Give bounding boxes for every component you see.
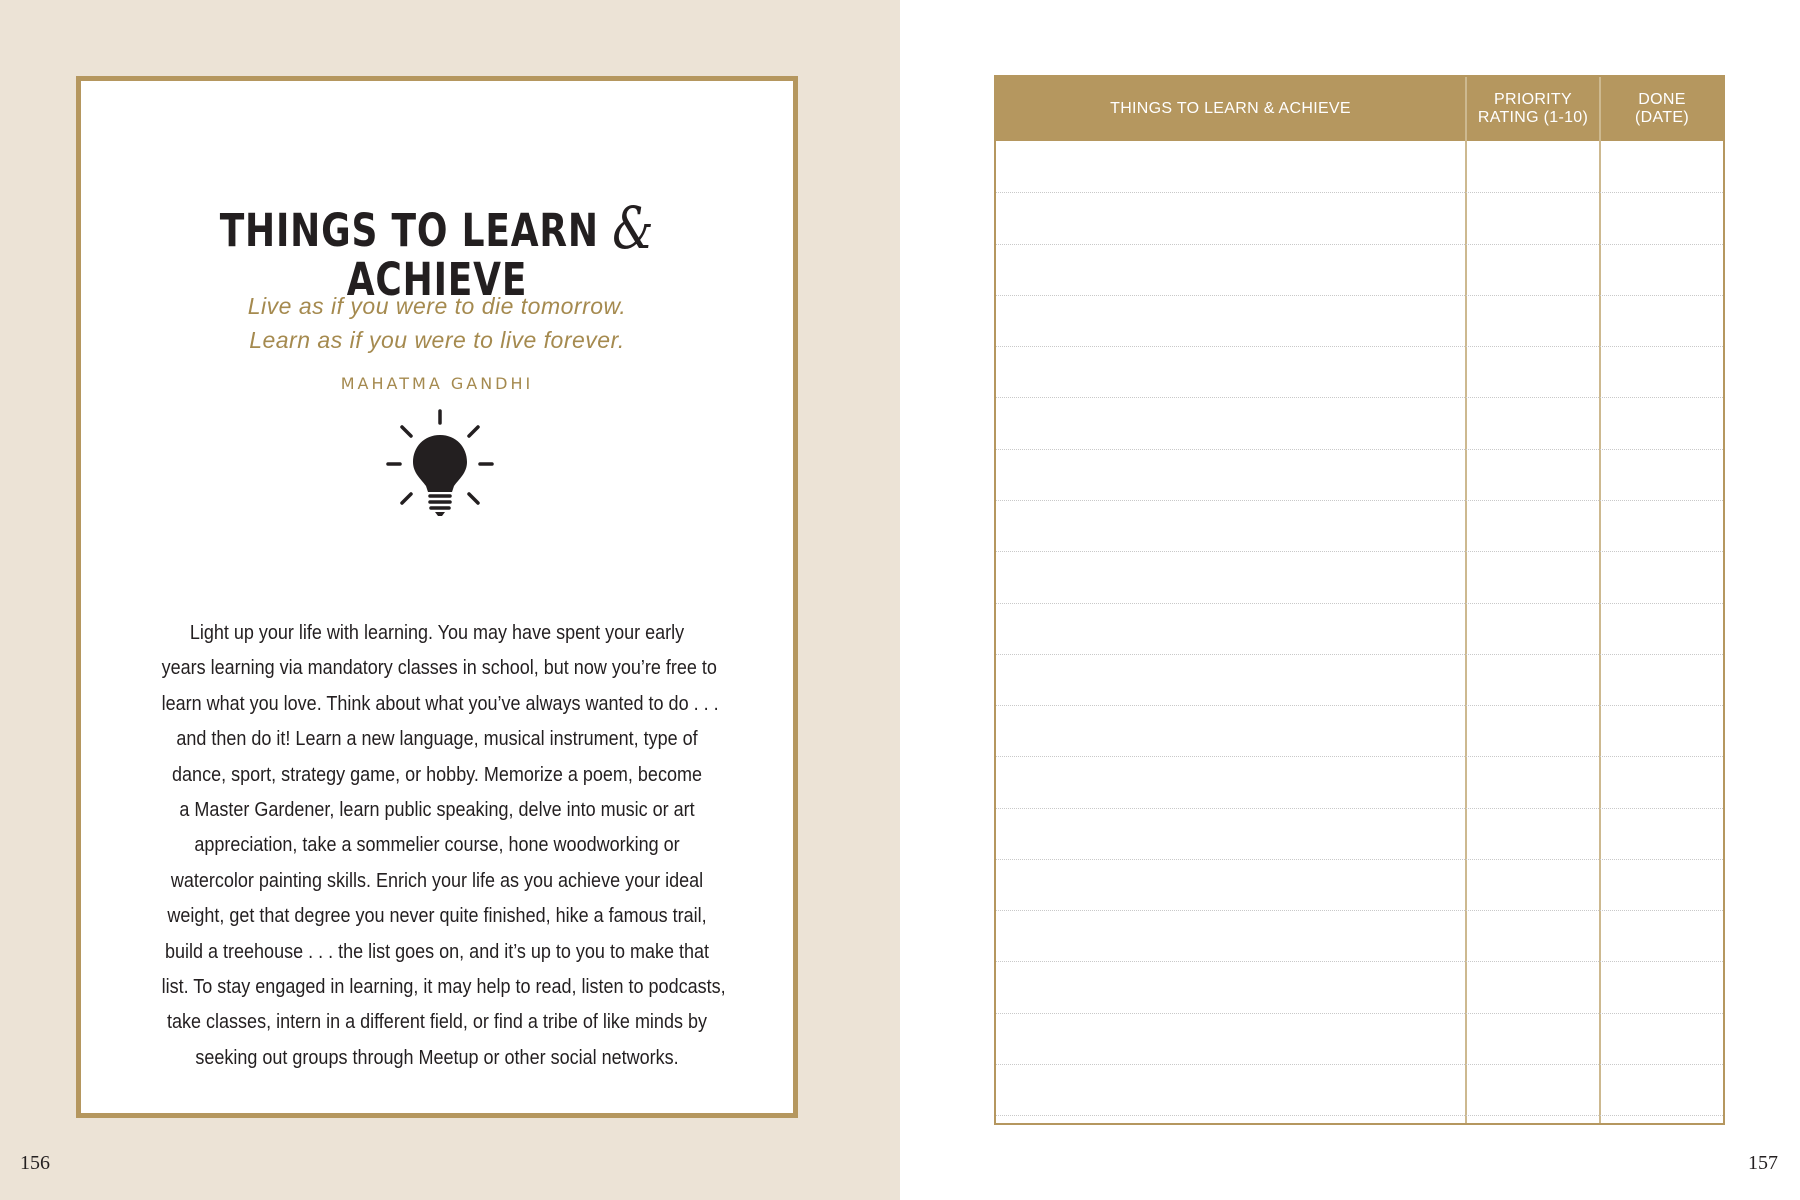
table-row-line (996, 654, 1723, 655)
table-row-line (996, 449, 1723, 450)
body-line: dance, sport, strategy game, or hobby. Memorize a poem, become (172, 763, 702, 786)
table-row-line (996, 705, 1723, 706)
body-line: years learning via mandatory classes in school, but now you’re free to (161, 657, 717, 680)
header-done-line: (DATE) (1635, 109, 1689, 126)
header-priority-rating (1467, 77, 1599, 141)
body-line: weight, get that degree you never quite finished, hike a famous trail, (167, 905, 707, 928)
body-line: Light up your life with learning. You may have spent your early (189, 622, 685, 644)
quote-line: Learn as if you were to live forever. (249, 327, 625, 353)
column-divider (1465, 77, 1467, 1123)
header-things-to-learn: THINGS TO LEARN & ACHIEVE (1110, 100, 1351, 117)
table-row-line (996, 910, 1723, 911)
body-line: a Master Gardener, learn public speaking, delve into music or art (179, 799, 695, 822)
table-row-line (996, 1013, 1723, 1014)
table-header (996, 77, 1723, 141)
body-line: take classes, intern in a different field, or find a tribe of like minds by (167, 1011, 707, 1034)
lightbulb-icon (384, 407, 496, 519)
body-line: seeking out groups through Meetup or other social networks. (195, 1046, 679, 1069)
table-row-line (996, 1115, 1723, 1116)
table-row-line (996, 756, 1723, 757)
quote-author: MAHATMA GANDHI (340, 374, 534, 393)
title-text-1: THINGS TO LEARN (219, 204, 613, 257)
table-row-line (996, 961, 1723, 962)
body-line: appreciation, take a sommelier course, hone woodworking or (194, 834, 680, 857)
body-paragraph (131, 616, 743, 1076)
quote (81, 289, 793, 357)
title-ampersand: & (612, 194, 655, 262)
table-row-line (996, 500, 1723, 501)
table-row-line (996, 808, 1723, 809)
header-priority-line: RATING (1-10) (1477, 109, 1589, 126)
table-row-line (996, 295, 1723, 296)
table-row-line (996, 603, 1723, 604)
title-text-2: ACHIEVE (346, 253, 528, 306)
table-row-line (996, 551, 1723, 552)
header-priority-line: PRIORITY (1494, 91, 1572, 108)
table-row-line (996, 1064, 1723, 1065)
quote-line: Live as if you were to die tomorrow. (247, 293, 627, 319)
column-divider (1599, 77, 1601, 1123)
table-row-line (996, 346, 1723, 347)
body-line: watercolor painting skills. Enrich your life as you achieve your ideal (170, 869, 704, 892)
table-row-line (996, 859, 1723, 860)
table-row-line (996, 397, 1723, 398)
content-frame (76, 76, 798, 1118)
body-line: build a treehouse . . . the list goes on, and it’s up to you to make that (164, 940, 709, 963)
table-row-line (996, 244, 1723, 245)
header-done-date (1601, 77, 1723, 141)
body-line: list. To stay engaged in learning, it may help to read, listen to podcasts, (161, 976, 726, 999)
header-done-line: DONE (1638, 91, 1686, 108)
goals-table (994, 75, 1725, 1125)
body-line: learn what you love. Think about what you’ve always wanted to do . . . (161, 692, 719, 715)
page-number-right: 157 (1748, 1152, 1778, 1174)
table-row-line (996, 192, 1723, 193)
body-line: and then do it! Learn a new language, musical instrument, type of (176, 728, 698, 751)
page-number-left: 156 (20, 1152, 50, 1174)
